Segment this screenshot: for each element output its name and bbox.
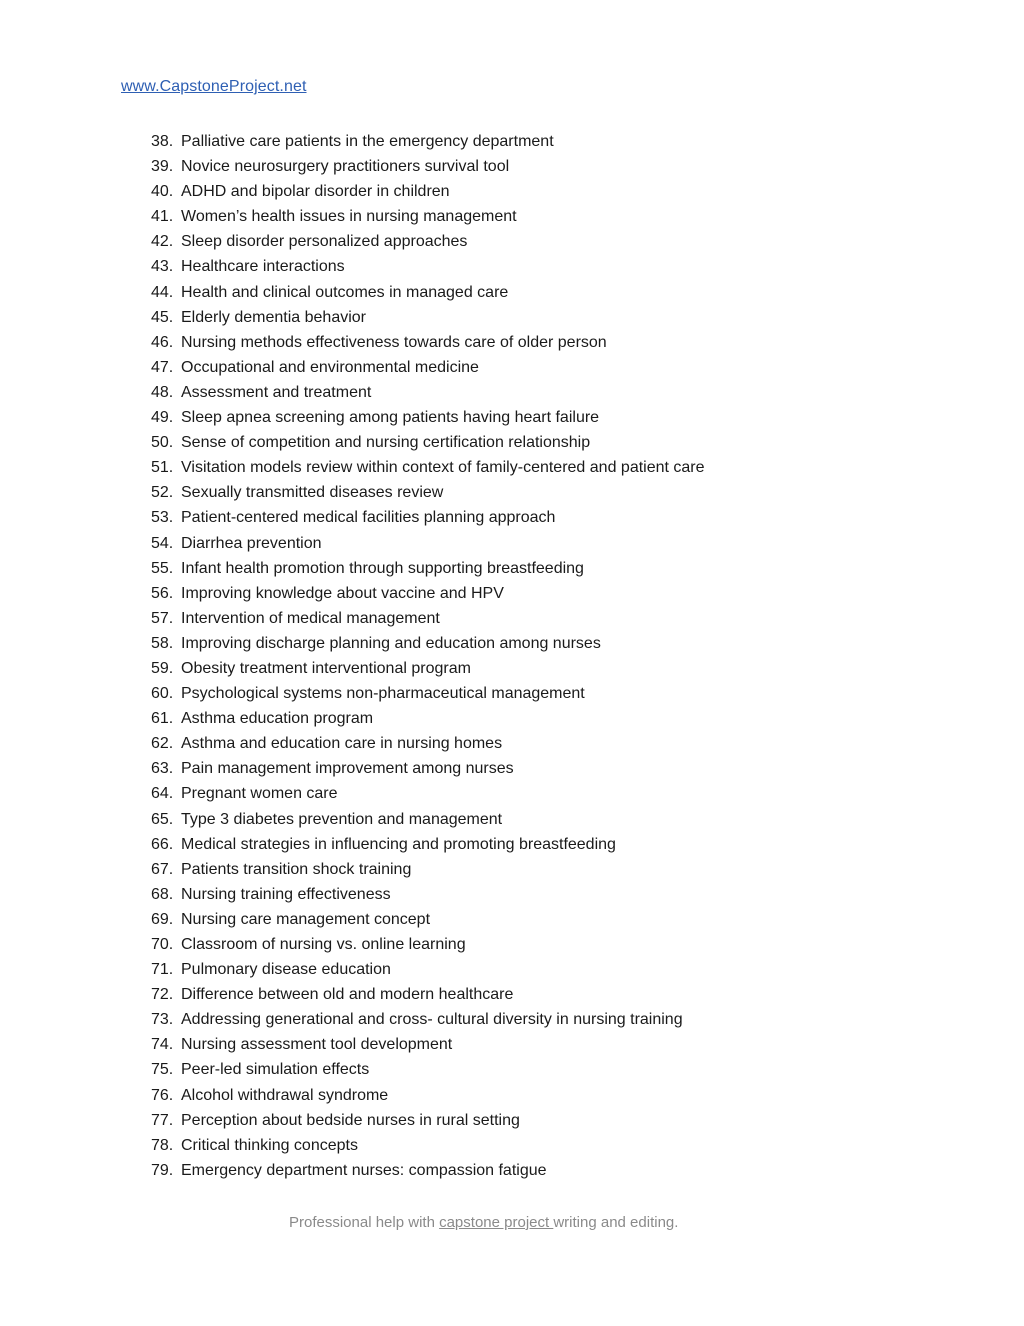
- footer-suffix: writing and editing.: [553, 1214, 679, 1231]
- list-item-text: Women’s health issues in nursing management: [181, 208, 517, 226]
- list-item: [151, 355, 705, 380]
- list-item-number: 53.: [151, 509, 174, 527]
- footer-line: [289, 1214, 678, 1231]
- list-item: [151, 380, 705, 405]
- list-item: [151, 305, 705, 330]
- list-item-text: Sense of competition and nursing certification relationship: [181, 434, 591, 452]
- list-item-number: 56.: [151, 584, 174, 602]
- list-item-text: Improving discharge planning and education among nurses: [181, 634, 601, 652]
- header-site-link[interactable]: www.CapstoneProject.net: [121, 78, 307, 95]
- list-item-text: Pulmonary disease education: [181, 961, 391, 979]
- list-item-number: 67.: [151, 860, 174, 878]
- list-item-text: Nursing assessment tool development: [181, 1036, 453, 1054]
- list-item-number: 61.: [151, 710, 174, 728]
- list-item: [151, 656, 705, 681]
- list-item-number: 50.: [151, 434, 174, 452]
- list-item-number: 43.: [151, 258, 174, 276]
- list-item-number: 60.: [151, 685, 174, 703]
- topic-list: [151, 129, 705, 1183]
- footer-capstone-link[interactable]: capstone project: [439, 1214, 554, 1231]
- list-item: [151, 505, 705, 530]
- list-item-number: 73.: [151, 1011, 174, 1029]
- list-item: [151, 254, 705, 279]
- list-item-text: Intervention of medical management: [181, 609, 440, 627]
- list-item-number: 72.: [151, 986, 174, 1004]
- list-item-text: Critical thinking concepts: [181, 1136, 358, 1154]
- list-item: [151, 1057, 705, 1082]
- list-item-text: Peer-led simulation effects: [181, 1061, 370, 1079]
- list-item-number: 78.: [151, 1136, 174, 1154]
- list-item: [151, 1007, 705, 1032]
- list-item-text: Healthcare interactions: [181, 258, 345, 276]
- list-item: [151, 756, 705, 781]
- list-item-number: 41.: [151, 208, 174, 226]
- list-item: [151, 982, 705, 1007]
- list-item-number: 63.: [151, 760, 174, 778]
- list-item-text: Diarrhea prevention: [181, 534, 322, 552]
- list-item-number: 51.: [151, 459, 174, 477]
- list-item-number: 38.: [151, 133, 174, 150]
- list-item-text: Patient-centered medical facilities planning approach: [181, 509, 556, 527]
- list-item: [151, 1133, 705, 1158]
- list-item-text: Perception about bedside nurses in rural setting: [181, 1111, 520, 1129]
- list-item-number: 45.: [151, 308, 174, 326]
- list-item: [151, 129, 705, 154]
- list-item: [151, 581, 705, 606]
- list-item-number: 65.: [151, 810, 174, 828]
- list-item-text: Improving knowledge about vaccine and HPV: [181, 584, 504, 602]
- list-item-number: 62.: [151, 735, 174, 753]
- list-item-number: 69.: [151, 910, 174, 928]
- list-item-number: 42.: [151, 233, 174, 251]
- list-item: [151, 154, 705, 179]
- list-item-number: 47.: [151, 358, 174, 376]
- list-item: [151, 807, 705, 832]
- list-item: [151, 430, 705, 455]
- list-item-number: 46.: [151, 333, 174, 351]
- list-item-text: Sexually transmitted diseases review: [181, 484, 444, 502]
- list-item-text: Type 3 diabetes prevention and management: [181, 810, 503, 828]
- list-item-text: Elderly dementia behavior: [181, 308, 366, 326]
- list-item-text: Assessment and treatment: [181, 383, 372, 401]
- list-item-number: 48.: [151, 383, 174, 401]
- list-item: [151, 731, 705, 756]
- list-item: [151, 681, 705, 706]
- list-item-text: Addressing generational and cross- cultural diversity in nursing training: [181, 1011, 683, 1029]
- list-item-text: Psychological systems non-pharmaceutical management: [181, 685, 585, 703]
- list-item: [151, 405, 705, 430]
- list-item-number: 77.: [151, 1111, 174, 1129]
- list-item-text: Classroom of nursing vs. online learning: [181, 936, 466, 953]
- list-item-text: Pregnant women care: [181, 785, 338, 803]
- list-item-text: Visitation models review within context of family-centered and patient care: [181, 459, 705, 477]
- list-item-text: Sleep disorder personalized approaches: [181, 233, 468, 251]
- list-item-number: 76.: [151, 1086, 174, 1104]
- list-item: [151, 882, 705, 907]
- list-item-text: Sleep apnea screening among patients having heart failure: [181, 409, 600, 427]
- list-item-text: Asthma and education care in nursing homes: [181, 735, 503, 753]
- list-item: [151, 179, 705, 204]
- list-item-number: 79.: [151, 1161, 174, 1179]
- list-item-text: Pain management improvement among nurses: [181, 760, 514, 778]
- list-item: [151, 455, 705, 480]
- list-item: [151, 706, 705, 731]
- list-item-text: Nursing care management concept: [181, 910, 431, 928]
- list-item: [151, 857, 705, 882]
- footer-prefix: Professional help with: [289, 1214, 440, 1231]
- list-item: [151, 229, 705, 254]
- list-item: [151, 1032, 705, 1057]
- list-item: [151, 1083, 705, 1108]
- list-item: [151, 781, 705, 806]
- list-item: [151, 204, 705, 229]
- list-item-text: Occupational and environmental medicine: [181, 358, 479, 376]
- list-item-text: Difference between old and modern healthcare: [181, 986, 514, 1004]
- list-item-number: 57.: [151, 609, 174, 627]
- list-item-number: 40.: [151, 183, 174, 201]
- list-item-text: Health and clinical outcomes in managed care: [181, 283, 509, 301]
- list-item: [151, 1108, 705, 1133]
- list-item-number: 64.: [151, 785, 174, 803]
- list-item: [151, 907, 705, 932]
- list-item-number: 49.: [151, 409, 174, 427]
- list-item: [151, 531, 705, 556]
- list-item-number: 70.: [151, 936, 174, 953]
- list-item-text: Nursing training effectiveness: [181, 885, 391, 903]
- list-item: [151, 280, 705, 305]
- list-item: [151, 832, 705, 857]
- list-item: [151, 480, 705, 505]
- list-item: [151, 556, 705, 581]
- list-item-number: 59.: [151, 659, 174, 677]
- list-item-text: Asthma education program: [181, 710, 374, 728]
- list-item-number: 54.: [151, 534, 174, 552]
- list-item: [151, 631, 705, 656]
- list-item: [151, 330, 705, 355]
- list-item-number: 39.: [151, 158, 174, 176]
- list-item-number: 55.: [151, 559, 174, 577]
- list-item-number: 44.: [151, 283, 174, 301]
- list-item-number: 58.: [151, 634, 174, 652]
- list-item-text: Palliative care patients in the emergency department: [181, 133, 554, 150]
- list-item-text: Patients transition shock training: [181, 860, 412, 878]
- list-item: [151, 1158, 705, 1183]
- list-item-text: ADHD and bipolar disorder in children: [181, 183, 450, 201]
- list-item-text: Nursing methods effectiveness towards care of older person: [181, 333, 607, 351]
- list-item-number: 66.: [151, 835, 174, 853]
- list-item: [151, 606, 705, 631]
- list-item: [151, 932, 705, 957]
- list-item-text: Medical strategies in influencing and promoting breastfeeding: [181, 835, 616, 853]
- list-item-text: Infant health promotion through supporting breastfeeding: [181, 559, 584, 577]
- list-item-text: Emergency department nurses: compassion fatigue: [181, 1161, 547, 1179]
- list-item-number: 68.: [151, 885, 174, 903]
- list-item-number: 52.: [151, 484, 174, 502]
- list-item-text: Novice neurosurgery practitioners survival tool: [181, 158, 510, 176]
- list-item-number: 75.: [151, 1061, 174, 1079]
- list-item-text: Alcohol withdrawal syndrome: [181, 1086, 389, 1104]
- list-item: [151, 957, 705, 982]
- list-item-number: 74.: [151, 1036, 174, 1054]
- list-item-number: 71.: [151, 961, 174, 979]
- list-item-text: Obesity treatment interventional program: [181, 659, 471, 677]
